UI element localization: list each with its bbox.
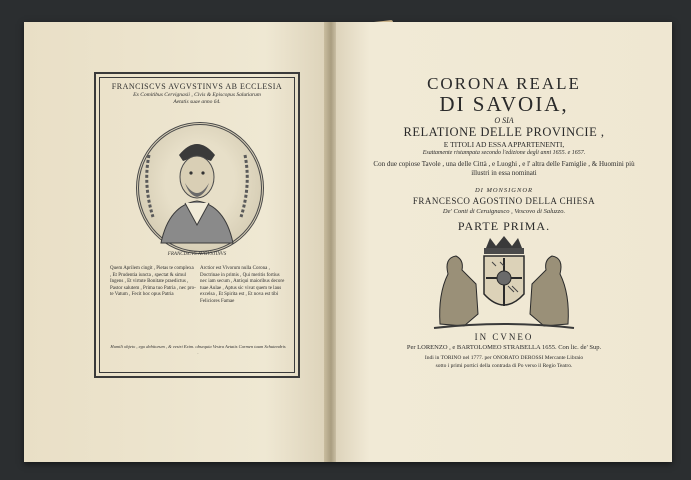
author-name: FRANCESCO AGOSTINO DELLA CHIESA (412, 196, 596, 206)
plate-note: Humili objeto , ego debitorum , & vestri Exim. obsequia Vestra Aetatis Carmen tuum Schutendris . (110, 344, 286, 355)
author-prefix: DI MONSIGNOR (474, 187, 534, 194)
author-title: De' Conti di Ceruignasco , Vescovo di Saluzzo. (442, 208, 566, 215)
subtitle-line-1: RELATIONE DELLE PROVINCIE , (403, 125, 605, 139)
title-line-3: O SIA (494, 116, 514, 125)
plate-subtitle: Ex Comitibus Cervignasii , Civis & Episcopus Salutiarum (133, 92, 261, 98)
title-line-2: DI SAVOIA, (439, 92, 569, 116)
portrait-caption: FRANCISCVS AVGVSTINVS (167, 252, 227, 257)
portrait-plate (94, 72, 300, 378)
title-page (336, 22, 672, 462)
subtitle-line-2: E TITOLI AD ESSA APPARTENENTI, (443, 140, 565, 149)
plate-verses (110, 266, 286, 305)
imprint-address: sotto i primi portici della contrada di Po verso il Regio Teatro. (435, 363, 573, 369)
edition-note: Esattamente ristampata secondo l'edizione degli anni 1655. e 1657. (422, 150, 586, 156)
part-label: PARTE PRIMA. (457, 219, 551, 233)
imprint-printer: Per LORENZO , e BARTOLOMEO STRABELLA 1655. Con lic. de' Sup. (406, 344, 602, 351)
plate-title: FRANCISCVS AVGVSTINVS AB ECCLESIA (111, 82, 283, 91)
left-page (24, 22, 326, 462)
verses-left-column: Quem Aprilem cingit , Pietas te complexa , Et Prudentia iuncta , spectat & simul Ingens , Et virtute Bonitate praedictus , Pastor salutem , Prima tuo Patria , nec pro- te Vatum , Fecit hoc opus Patria (110, 266, 196, 297)
royal-crest-icon (424, 234, 584, 330)
open-book (24, 22, 672, 462)
plate-age: Aetatis suae anno 64. (173, 99, 221, 105)
bishop-portrait-image (139, 125, 255, 245)
imprint-city: IN CVNEO (474, 332, 534, 342)
tables-note: Con due copiose Tavole , una delle Città , e Luoghi , e l' altra delle Famiglie , & Huomini più illustri in essa nominati (373, 160, 635, 177)
imprint-reprint: Indi in TORINO nel 1777. per ONORATO DEROSSI Mercante Libraio (424, 355, 584, 361)
title-line-1: CORONA REALE (427, 74, 581, 93)
bishop-portrait (136, 122, 264, 254)
verses-right-column: Arctior est Vivorum nulla Corona , Doctrinae in primis , Qui meritis fortius nec iam secum , Antiqui maioribus decore tuae Aulae , Aptus sic vivat quem te laus excelsa , Et Spirita est , Et nova est tibi Feliciores Famae (200, 266, 285, 304)
